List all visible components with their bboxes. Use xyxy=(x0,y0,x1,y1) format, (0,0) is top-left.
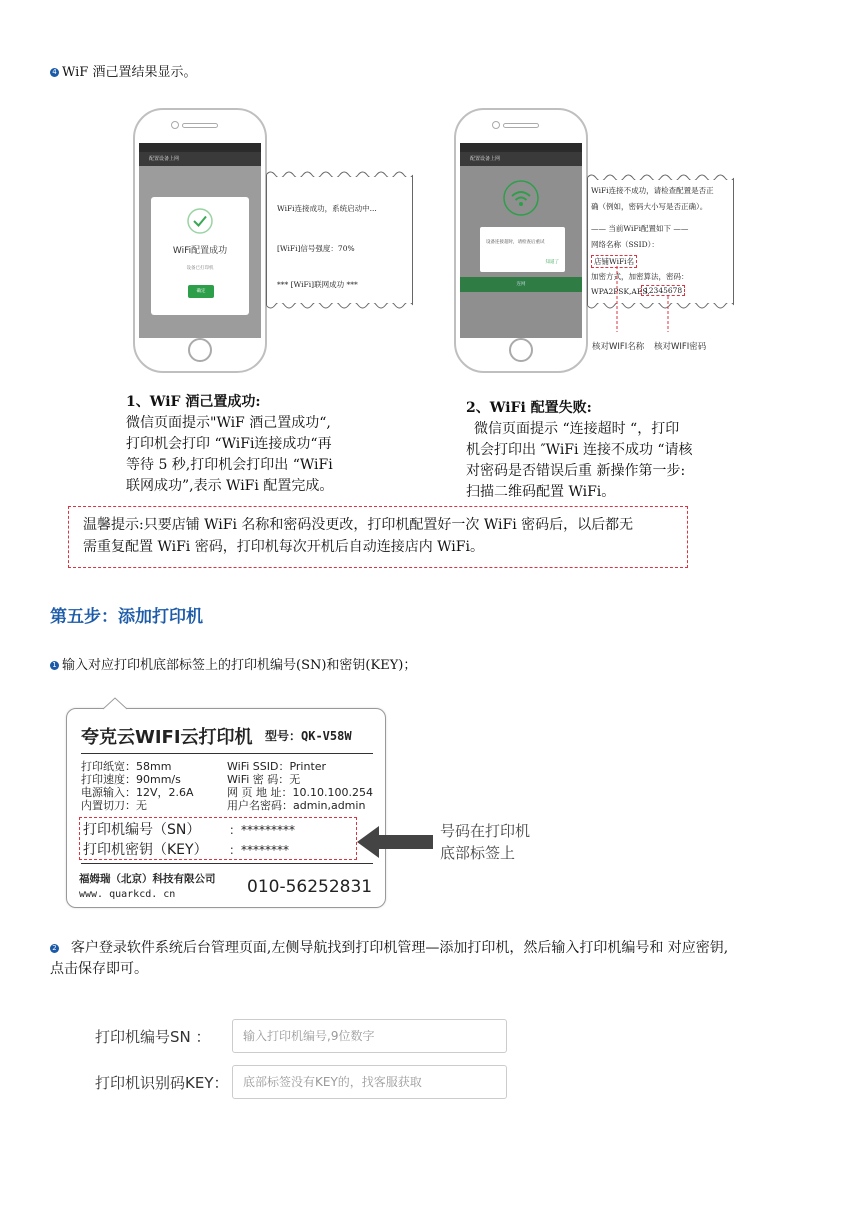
dialog-text: 设备连接超时，请检查后重试 xyxy=(486,240,545,245)
label-spec: WiFi SSID：Printer xyxy=(227,760,327,773)
label-spec: 电源输入：12V，2.6A xyxy=(81,786,194,799)
sn-form-label: 打印机编号SN ： xyxy=(95,1028,211,1046)
receipt-line: 确（例如，密码大小写是否正确）。 xyxy=(591,202,708,211)
caption-line: 等待 5 秒,打印机会打印出 “WiFi xyxy=(126,457,333,473)
receipt-line: 加密方式，加密算法，密码： xyxy=(591,272,689,281)
label-notch xyxy=(103,697,127,710)
sn-input[interactable]: 输入打印机编号,9位数字 xyxy=(232,1019,507,1053)
label-website: www. quarkcd. cn xyxy=(79,889,176,900)
caption-line: 联网成功”,表示 WiFi 配置完成。 xyxy=(126,478,334,494)
key-form-label: 打印机识别码KEY： xyxy=(95,1074,229,1092)
bullet-1-icon: 1 xyxy=(50,661,59,670)
arrow-note xyxy=(440,820,530,864)
caption-line: 机会打印出 ″WiFi 连接不成功 “请核 xyxy=(466,442,693,458)
caption-title: 2、WiFi 配置失败: xyxy=(466,400,592,416)
confirm-button[interactable]: 确定 xyxy=(188,285,214,298)
label-brand: 夸克云WIFI云打印机 xyxy=(81,727,253,748)
label-spec: 内置切刀：无 xyxy=(81,799,147,812)
bullet-2-icon: 2 xyxy=(50,944,59,953)
caption-line: 打印机会打印 “WiFi连接成功“再 xyxy=(126,436,332,452)
label-spec: 网 页 地 址：10.10.100.254 xyxy=(227,786,373,799)
phone-success xyxy=(133,108,267,373)
receipt-line: *** [WiFi]联网成功 *** xyxy=(277,280,358,289)
caption-title: 1、WiF 酒己置成功: xyxy=(126,394,261,410)
dialog-title: WiFi配置成功 xyxy=(172,246,228,256)
connect-button[interactable]: 连网 xyxy=(460,277,582,292)
wifi-icon xyxy=(502,179,540,217)
arrow-left-icon xyxy=(355,824,435,860)
intro-line xyxy=(50,64,196,82)
phone-fail-screen xyxy=(460,143,582,338)
phone-fail xyxy=(454,108,588,373)
caption-success xyxy=(126,392,333,497)
key-input[interactable]: 底部标签没有KEY的，找客服获取 xyxy=(232,1065,507,1099)
label-model: 型号：QK-V58W xyxy=(265,729,352,743)
printer-label xyxy=(66,708,386,908)
receipt-line: 网络名称（SSID）： xyxy=(591,240,659,249)
arrow-note-line: 号码在打印机 xyxy=(440,822,531,840)
arrow-note-line: 底部标签上 xyxy=(440,844,516,862)
timeout-dialog xyxy=(480,227,565,272)
caption-fail xyxy=(466,398,693,503)
intro-text: WiF 酒己置结果显示。 xyxy=(62,65,197,80)
bullet2-line: 客户登录软件系统后台管理页面,左侧导航找到打印机管理—添加打印机，然后输入打印机编号和 对应密钥, xyxy=(70,940,729,956)
label-spec: 用户名密码：admin,admin xyxy=(227,799,366,812)
bullet-4-icon: 4 xyxy=(50,68,59,77)
label-sn-value: ：********* xyxy=(229,823,296,837)
annot-wifi-name: 核对WIFI名称 xyxy=(592,342,645,352)
tip-box xyxy=(68,506,688,568)
wifi-pwd-box: 12345678 xyxy=(641,285,685,296)
receipt-line: [WiFi]信号强度：70% xyxy=(277,244,355,253)
caption-line: 微信页面提示"WiF 酒己置成功“, xyxy=(126,415,331,431)
caption-line: 对密码是否错误后重 新操作第一步: xyxy=(466,463,686,479)
bullet1-text: 输入对应打印机底部标签上的打印机编号(SN)和密钥(KEY)； xyxy=(62,658,417,673)
home-button-icon xyxy=(509,338,533,362)
nav-title: 配置设备上网 xyxy=(139,152,261,166)
label-spec: WiFi 密 码：无 xyxy=(227,773,301,786)
caption-line: 微信页面提示 “连接超时 “，打印 xyxy=(474,421,680,437)
check-circle-icon xyxy=(186,207,214,235)
bullet1-line xyxy=(50,657,416,675)
receipt-line: WPA2PSK,AES, xyxy=(591,287,650,296)
bullet2-line: 点击保存即可。 xyxy=(50,961,148,977)
wifi-name-box: 店铺WiFi名 xyxy=(591,255,637,268)
label-spec: 打印纸宽：58mm xyxy=(81,760,172,773)
caption-line: 扫描二维码配置 WiFi。 xyxy=(466,484,616,500)
phone-success-screen xyxy=(139,143,261,338)
bullet2-paragraph xyxy=(50,938,820,980)
home-button-icon xyxy=(188,338,212,362)
annotation-leaders xyxy=(600,260,720,340)
annot-wifi-pwd: 核对WIFI密码 xyxy=(654,342,707,352)
label-company: 福姆瑞（北京）科技有限公司 xyxy=(79,873,216,885)
label-spec: 打印速度：90mm/s xyxy=(81,773,181,786)
label-key: 打印机密钥（KEY） xyxy=(83,842,208,858)
label-key-value: ：******** xyxy=(229,843,290,857)
label-phone: 010-56252831 xyxy=(247,877,373,897)
receipt-line: WiFi连接成功，系统启动中... xyxy=(277,204,377,213)
receipt-line: WiFi连接不成功，请检查配置是否正 xyxy=(591,186,714,195)
tip-line: 需重复配置 WiFi 密码，打印机每次开机后自动连接店内 WiFi。 xyxy=(83,539,484,555)
receipt-line: —— 当前WiFi配置如下 —— xyxy=(591,224,689,233)
receipt-success xyxy=(266,175,413,305)
tip-line: 温馨提示:只要店铺 WiFi 名称和密码没更改，打印机配置好一次 WiFi 密码后，以后都无 xyxy=(83,517,634,533)
success-dialog xyxy=(151,197,249,315)
step5-heading: 第五步：添加打印机 xyxy=(50,607,203,627)
label-sn: 打印机编号（SN） xyxy=(83,822,201,838)
ok-button[interactable]: 知道了 xyxy=(545,260,559,265)
nav-title: 配置设备上网 xyxy=(460,152,582,166)
dialog-sub: 设备已打印机 xyxy=(186,266,214,271)
